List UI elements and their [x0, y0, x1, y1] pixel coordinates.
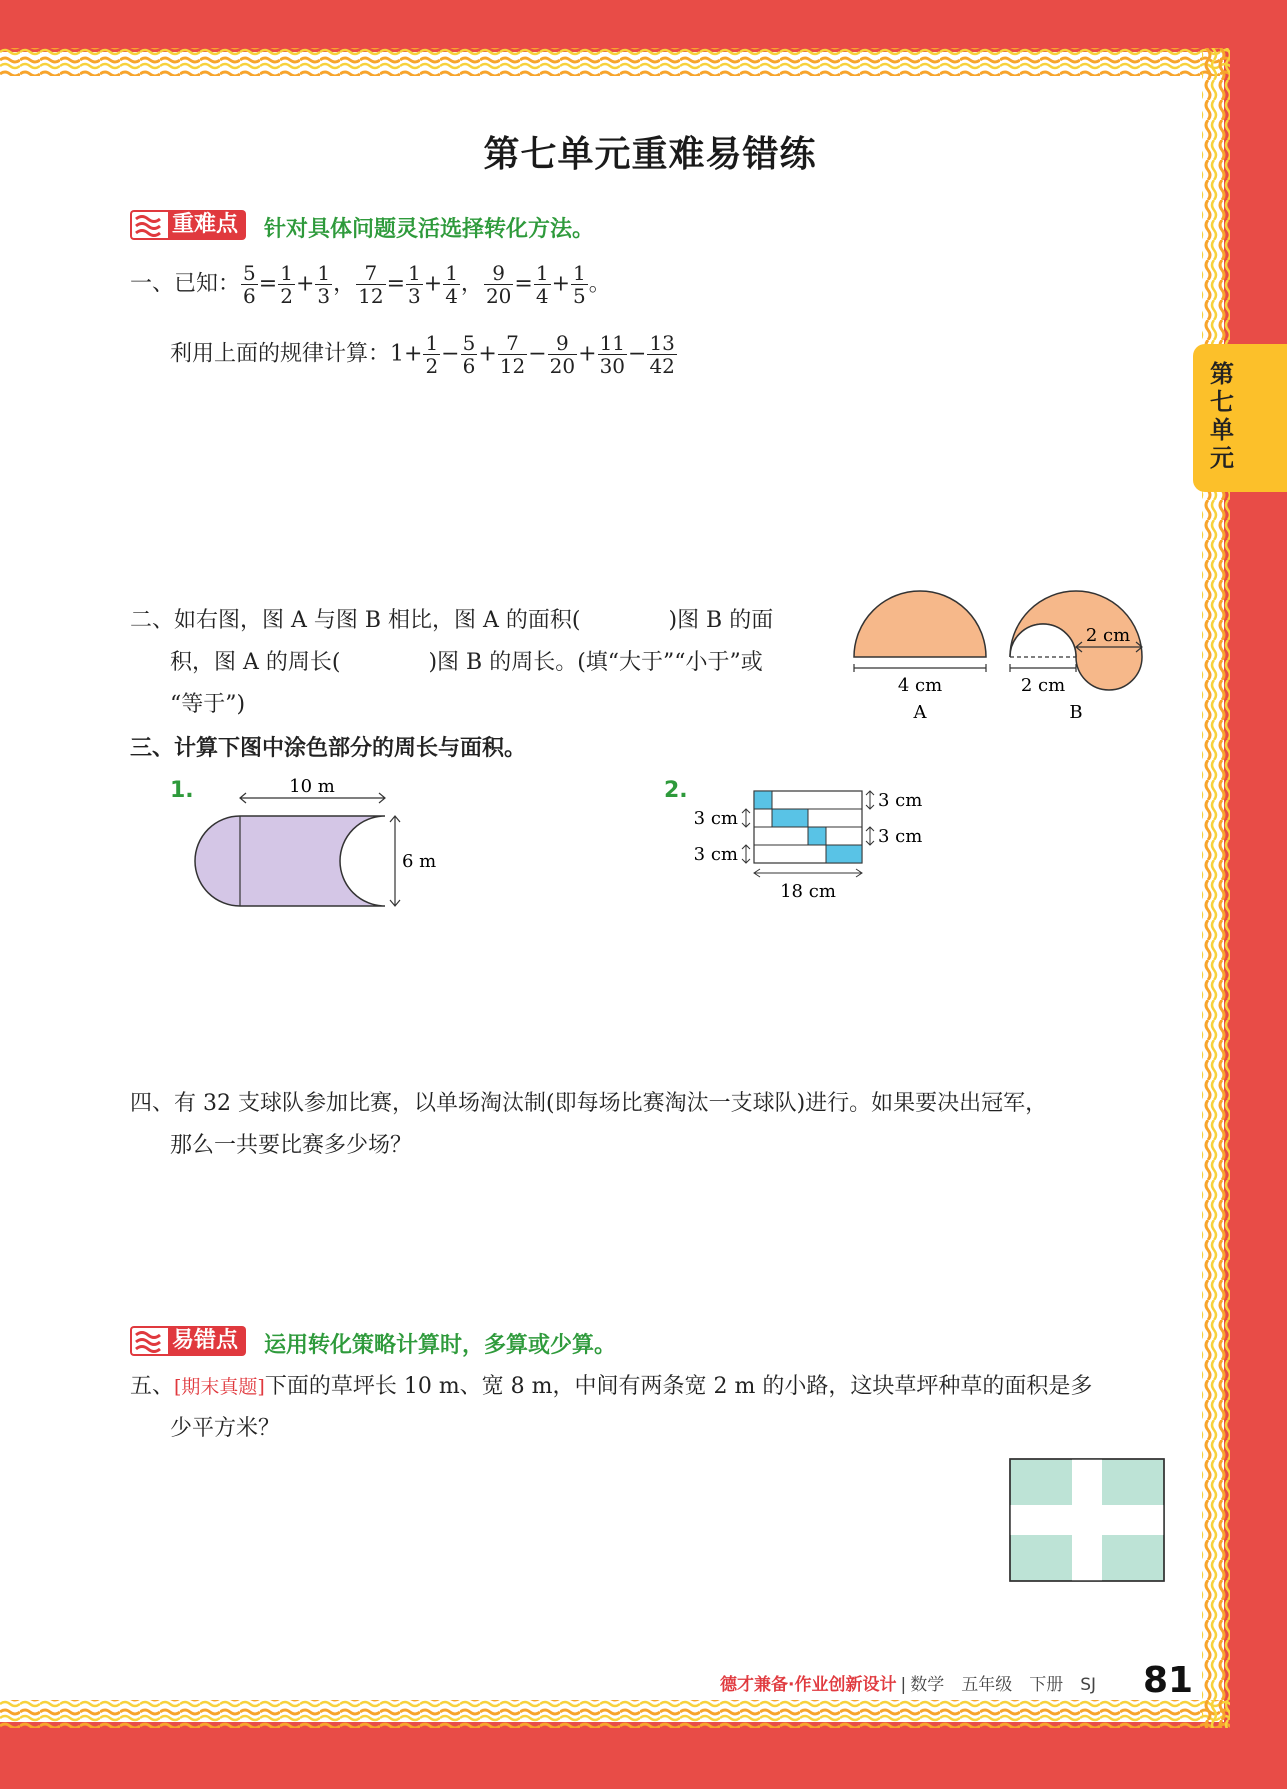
q5-line1: [130, 1366, 1092, 1408]
q2-line2: 积，图 A 的周长( )图 B 的周长。(填“大于”“小于”或: [170, 650, 763, 675]
figure-b: [1010, 591, 1142, 723]
fraction: $\frac{7}{12}$: [499, 331, 526, 378]
q3-sub2: 2.: [664, 778, 688, 803]
key-point-desc: 针对具体问题灵活选择转化方法。: [264, 217, 595, 242]
figure-a: [854, 591, 986, 723]
page-number: 81: [1143, 1660, 1194, 1701]
fig-b-dim2: 2 cm: [1020, 675, 1066, 696]
q5-num: 五、: [130, 1374, 175, 1399]
q3-1-width: 10 m: [289, 776, 335, 797]
fig-a-dim: 4 cm: [897, 675, 943, 696]
q4-line1: 四、有 32 支球队参加比赛，以单场淘汰制(即每场比赛淘汰一支球队)进行。如果要决出冠军，: [130, 1091, 1048, 1116]
fraction: $\frac{5}{6}$: [462, 331, 476, 378]
footer-meta: 数学 五年级 下册 SJ: [910, 1675, 1097, 1695]
fig-a-label: A: [913, 702, 927, 723]
q5-exam-tag: [期末真题]: [174, 1376, 265, 1398]
q5-line2: 少平方米？: [170, 1416, 281, 1441]
fraction: $\frac{13}{42}$: [649, 331, 675, 378]
q1-known: 已知：: [174, 271, 241, 297]
fig-b-label: B: [1069, 702, 1083, 723]
fraction: $\frac{1}{3}$: [408, 261, 421, 308]
error-point-desc: 运用转化策略计算时，多算或少算。: [264, 1333, 617, 1358]
key-point-tag: [130, 210, 246, 240]
fraction: $\frac{1}{4}$: [535, 261, 549, 308]
fraction: $\frac{1}{2}$: [425, 331, 439, 378]
q3-2-left2: 3 cm: [693, 844, 738, 865]
fraction: $\frac{9}{20}$: [549, 331, 576, 378]
q3-2-left1: 3 cm: [693, 808, 738, 829]
fraction: $\frac{1}{3}$: [317, 261, 331, 308]
error-point-tag: [130, 1326, 246, 1356]
fraction: $\frac{11}{30}$: [599, 331, 626, 378]
footer-brand: 德才兼备·作业创新设计: [720, 1675, 897, 1695]
figure-q3-1: [190, 770, 440, 920]
footer-separator: |: [900, 1675, 907, 1695]
q5-text: 下面的草坪长 10 m、宽 8 m，中间有两条宽 2 m 的小路，这块草坪种草的面积是多: [264, 1374, 1093, 1399]
q3-1-height: 6 m: [402, 851, 437, 872]
q3-2-width: 18 cm: [780, 881, 836, 902]
error-point-label: 易错点: [168, 1326, 246, 1356]
q3-2-right1: 3 cm: [878, 790, 923, 811]
q3-sub1: 1.: [170, 778, 194, 803]
q3-text: 三、计算下图中涂色部分的周长与面积。: [130, 736, 527, 761]
q1-calc-line: 利用上面的规律计算：1+ $\frac{1}{2}$ − $\frac{5}{6}$ + $\frac{7}{12}$ − $\frac{9}{20}$ + $\frac{11}{30}$ − $\frac{13}{42}$: [170, 331, 675, 378]
fraction: $\frac{5}{6}$: [243, 261, 256, 308]
fraction: $\frac{1}{4}$: [445, 261, 458, 308]
wave-icon: [130, 210, 168, 240]
q3-2-right2: 3 cm: [878, 826, 923, 847]
q1-num: 一、: [130, 271, 175, 297]
q1-calc-label: 利用上面的规律计算：1+: [170, 341, 423, 367]
fraction: $\frac{1}{2}$: [280, 261, 293, 308]
lawn-figure: [1008, 1457, 1166, 1583]
footer-line: [720, 1670, 1096, 1695]
side-tab-label: 第七单元: [1210, 360, 1234, 472]
fraction: $\frac{9}{20}$: [485, 261, 512, 308]
fig-b-dim1: 2 cm: [1085, 625, 1131, 646]
q4-line2: 那么一共要比赛多少场？: [170, 1133, 413, 1158]
q2-line1: 二、如右图，图 A 与图 B 相比，图 A 的面积( )图 B 的面: [130, 608, 774, 633]
q1-known-line: 一、已知： $\frac{5}{6}$ = $\frac{1}{2}$ + $\frac{1}{3}$ ， $\frac{7}{12}$ = $\frac{1}{3}$ + $\frac{1}{4}$ ， $\frac{9}{20}$ = $\frac{1}{4}$ + $\frac{1}{5}$ 。: [130, 261, 611, 308]
fraction: $\frac{1}{5}$: [573, 261, 586, 308]
figure-a-b: [840, 585, 1150, 725]
fraction: $\frac{7}{12}$: [358, 261, 384, 308]
wave-icon: [130, 1326, 168, 1356]
page-title: 第七单元重难易错练: [483, 134, 817, 175]
q2-line3: “等于”): [170, 692, 246, 717]
key-point-label: 重难点: [168, 210, 246, 240]
figure-q3-2: [688, 785, 938, 910]
